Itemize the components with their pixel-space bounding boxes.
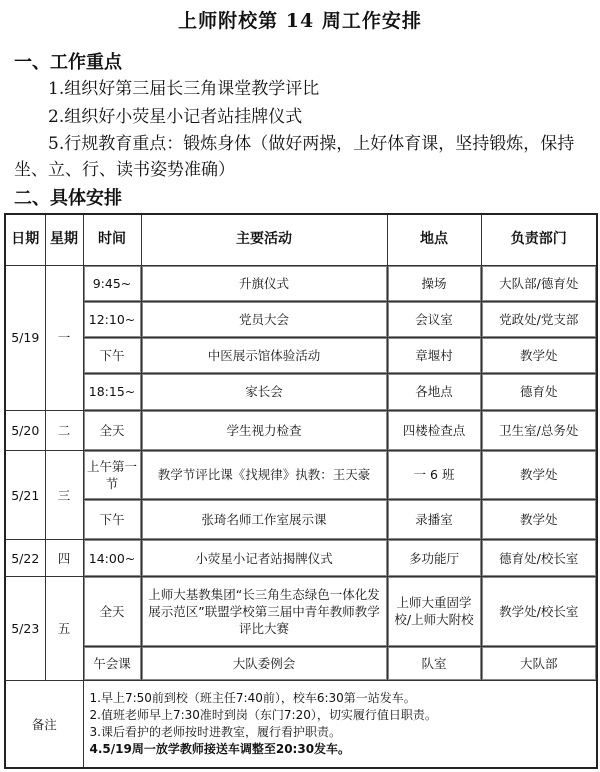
time-cell: 下午 (83, 338, 141, 374)
place-cell: 多功能厅 (387, 540, 481, 576)
section-heading-schedule: 二、具体安排 (14, 188, 122, 209)
header-time: 时间 (83, 214, 141, 265)
dept-cell: 教学处/校长室 (481, 576, 597, 646)
dept-cell: 大队部/德育处 (481, 265, 597, 301)
place-cell: 录播室 (387, 499, 481, 539)
table-row (5, 450, 597, 499)
note-line-4: 4.5/19周一放学教师接送车调整至20:30发车。 (89, 742, 351, 757)
date-cell: 5/20 (5, 410, 45, 450)
note-line-3: 3.课后看护的老师按时进教室，履行看护职责。 (89, 725, 341, 740)
header-dept: 负责部门 (481, 214, 597, 265)
dept-cell: 大队部 (481, 647, 597, 681)
time-cell: 上午第一节 (83, 450, 141, 499)
notes-label: 备注 (5, 681, 83, 768)
note-line-1: 1.早上7:50前到校（班主任7:40前），校车6:30第一站发车。 (89, 691, 416, 706)
table-row (5, 499, 597, 539)
time-cell: 12:10~ (83, 301, 141, 337)
section-heading-focus: 一、工作重点 (14, 52, 122, 73)
place-cell: 队室 (387, 647, 481, 681)
weekday-cell: 二 (45, 410, 83, 450)
date-cell: 5/22 (5, 540, 45, 576)
date-cell: 5/19 (5, 265, 45, 410)
dept-cell: 教学处 (481, 499, 597, 539)
table-row (5, 540, 597, 576)
activity-cell: 家长会 (141, 374, 387, 410)
focus-item-5: 5.行规教育重点：锻炼身体（做好两操，上好体育课，坚持锻炼，保持坐、立、行、读书姿势准确） (14, 134, 575, 180)
schedule-table (4, 213, 598, 769)
activity-cell: 中医展示馆体验活动 (141, 338, 387, 374)
table-row (5, 576, 597, 646)
focus-item-2: 2.组织好小荧星小记者站挂牌仪式 (48, 107, 303, 127)
header-row (5, 214, 597, 265)
focus-item-1: 1.组织好第三届长三角课堂教学评比 (48, 79, 320, 99)
table-row (5, 338, 597, 374)
time-cell: 午会课 (83, 647, 141, 681)
time-cell: 下午 (83, 499, 141, 539)
time-cell: 14:00~ (83, 540, 141, 576)
dept-cell: 德育处 (481, 374, 597, 410)
activity-cell: 学生视力检查 (141, 410, 387, 450)
table-row (5, 301, 597, 337)
time-cell: 全天 (83, 576, 141, 646)
date-cell: 5/23 (5, 576, 45, 680)
place-cell: 章堰村 (387, 338, 481, 374)
weekday-cell: 五 (45, 576, 83, 680)
table-row (5, 374, 597, 410)
table-row (5, 265, 597, 301)
dept-cell: 教学处 (481, 450, 597, 499)
time-cell: 全天 (83, 410, 141, 450)
header-activity: 主要活动 (141, 214, 387, 265)
activity-cell: 小荧星小记者站揭牌仪式 (141, 540, 387, 576)
date-cell: 5/21 (5, 450, 45, 539)
weekday-cell: 一 (45, 265, 83, 410)
dept-cell: 德育处/校长室 (481, 540, 597, 576)
place-cell: 一 6 班 (387, 450, 481, 499)
dept-cell: 卫生室/总务处 (481, 410, 597, 450)
header-date: 日期 (5, 214, 45, 265)
activity-cell: 升旗仪式 (141, 265, 387, 301)
place-cell: 各地点 (387, 374, 481, 410)
notes-content (83, 681, 597, 768)
weekday-cell: 三 (45, 450, 83, 539)
weekday-cell: 四 (45, 540, 83, 576)
place-cell: 上师大重固学校/上师大附校 (387, 576, 481, 646)
note-line-2: 2.值班老师早上7:30准时到岗（东门7:20），切实履行值日职责。 (89, 708, 437, 723)
activity-cell: 上师大基教集团“长三角生态绿色一体化发展示范区”联盟学校第三届中青年教师教学评比大赛 (141, 576, 387, 646)
activity-cell: 教学节评比课《找规律》执教：王天豪 (141, 450, 387, 499)
activity-cell: 大队委例会 (141, 647, 387, 681)
dept-cell: 党政处/党支部 (481, 301, 597, 337)
place-cell: 四楼检查点 (387, 410, 481, 450)
notes-row (5, 681, 597, 768)
page-title: 上师附校第 14 周工作安排 (178, 10, 422, 32)
place-cell: 会议室 (387, 301, 481, 337)
activity-cell: 张琦名师工作室展示课 (141, 499, 387, 539)
dept-cell: 教学处 (481, 338, 597, 374)
time-cell: 9:45~ (83, 265, 141, 301)
header-weekday: 星期 (45, 214, 83, 265)
time-cell: 18:15~ (83, 374, 141, 410)
table-row (5, 647, 597, 681)
place-cell: 操场 (387, 265, 481, 301)
header-place: 地点 (387, 214, 481, 265)
activity-cell: 党员大会 (141, 301, 387, 337)
table-row (5, 410, 597, 450)
